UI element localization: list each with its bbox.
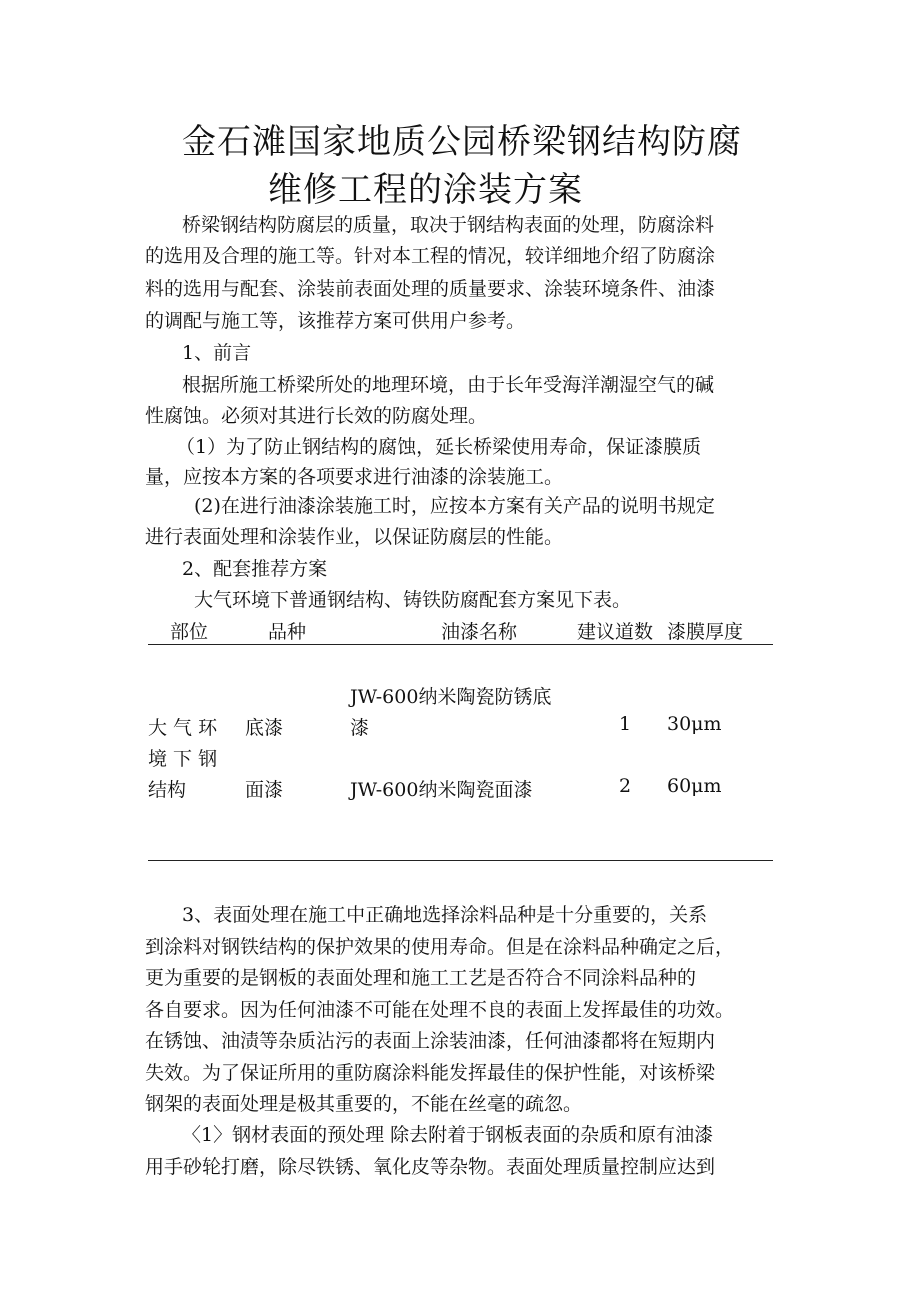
section3-line: 失效。为了保证所用的重防腐涂料能发挥最佳的保护性能，对该桥梁 [145, 1062, 716, 1084]
section3-item1-line: 用手砂轮打磨，除尽铁锈、氧化皮等杂物。表面处理质量控制应达到 [145, 1156, 716, 1178]
table-cell-paint-name: JW-600纳米陶瓷防锈底 [350, 686, 552, 708]
document-title-line2: 维修工程的涂装方案 [268, 170, 583, 210]
section1-item1-line: （1）为了防止钢结构的腐蚀，延长桥梁使用寿命，保证漆膜质 [176, 436, 702, 458]
table-header-coats: 建议道数 [577, 621, 654, 643]
section3-line: 3、表面处理在施工中正确地选择涂料品种是十分重要的，关系 [182, 904, 708, 926]
section1-line: 性腐蚀。必须对其进行长效的防腐处理。 [145, 405, 488, 427]
section1-line: 根据所施工桥梁所处的地理环境，由于长年受海洋潮湿空气的碱 [182, 374, 715, 396]
section1-item2-line: 进行表面处理和涂装作业，以保证防腐层的性能。 [145, 526, 564, 548]
section3-item1-line: 〈1〉钢材表面的预处理 除去附着于钢板表面的杂质和原有油漆 [182, 1124, 714, 1146]
table-location-line: 大 气 环 [148, 717, 218, 739]
table-cell-thickness: 30μm [667, 713, 722, 735]
table-cell-type: 面漆 [245, 779, 284, 801]
intro-line: 料的选用与配套、涂装前表面处理的质量要求、涂装环境条件、油漆 [145, 278, 716, 300]
section1-heading: 1、前言 [182, 342, 252, 364]
section2-intro: 大气环境下普通钢结构、铸铁防腐配套方案见下表。 [194, 589, 632, 611]
section3-line: 钢架的表面处理是极其重要的，不能在丝毫的疏忽。 [145, 1093, 583, 1115]
table-bottom-rule [148, 860, 773, 861]
section3-line: 到涂料对钢铁结构的保护效果的使用寿命。但是在涂料品种确定之后， [145, 936, 735, 958]
table-cell-paint-name: JW-600纳米陶瓷面漆 [350, 779, 533, 801]
table-cell-thickness: 60μm [667, 775, 722, 797]
intro-line: 的调配与施工等，该推荐方案可供用户参考。 [145, 310, 526, 332]
section3-line: 在锈蚀、油渍等杂质沾污的表面上涂装油漆，任何油漆都将在短期内 [145, 1030, 716, 1052]
document-title-line1: 金石滩国家地质公园桥梁钢结构防腐 [182, 122, 742, 162]
table-cell-coats: 1 [619, 713, 632, 735]
table-header-paint-name: 油漆名称 [441, 621, 518, 643]
section3-line: 更为重要的是钢板的表面处理和施工工艺是否符合不同涂料品种的 [145, 967, 697, 989]
table-location-line: 境 下 钢 [148, 748, 218, 770]
table-cell-type: 底漆 [245, 717, 284, 739]
table-header-location: 部位 [170, 621, 209, 643]
section1-item2-line: (2)在进行油漆涂装施工时，应按本方案有关产品的说明书规定 [194, 495, 715, 517]
table-location-line: 结构 [148, 779, 187, 801]
table-header-thickness: 漆膜厚度 [667, 621, 744, 643]
section3-line: 各自要求。因为任何油漆不可能在处理不良的表面上发挥最佳的功效。 [145, 999, 735, 1021]
table-header-type: 品种 [268, 621, 307, 643]
section2-heading: 2、配套推荐方案 [182, 558, 328, 580]
intro-line: 的选用及合理的施工等。针对本工程的情况，较详细地介绍了防腐涂 [145, 245, 716, 267]
table-cell-paint-name-cont: 漆 [350, 717, 370, 739]
section1-item1-line: 量，应按本方案的各项要求进行油漆的涂装施工。 [145, 466, 564, 488]
table-top-rule [148, 644, 773, 645]
table-cell-coats: 2 [619, 775, 632, 797]
intro-line: 桥梁钢结构防腐层的质量，取决于钢结构表面的处理，防腐涂料 [182, 214, 715, 236]
